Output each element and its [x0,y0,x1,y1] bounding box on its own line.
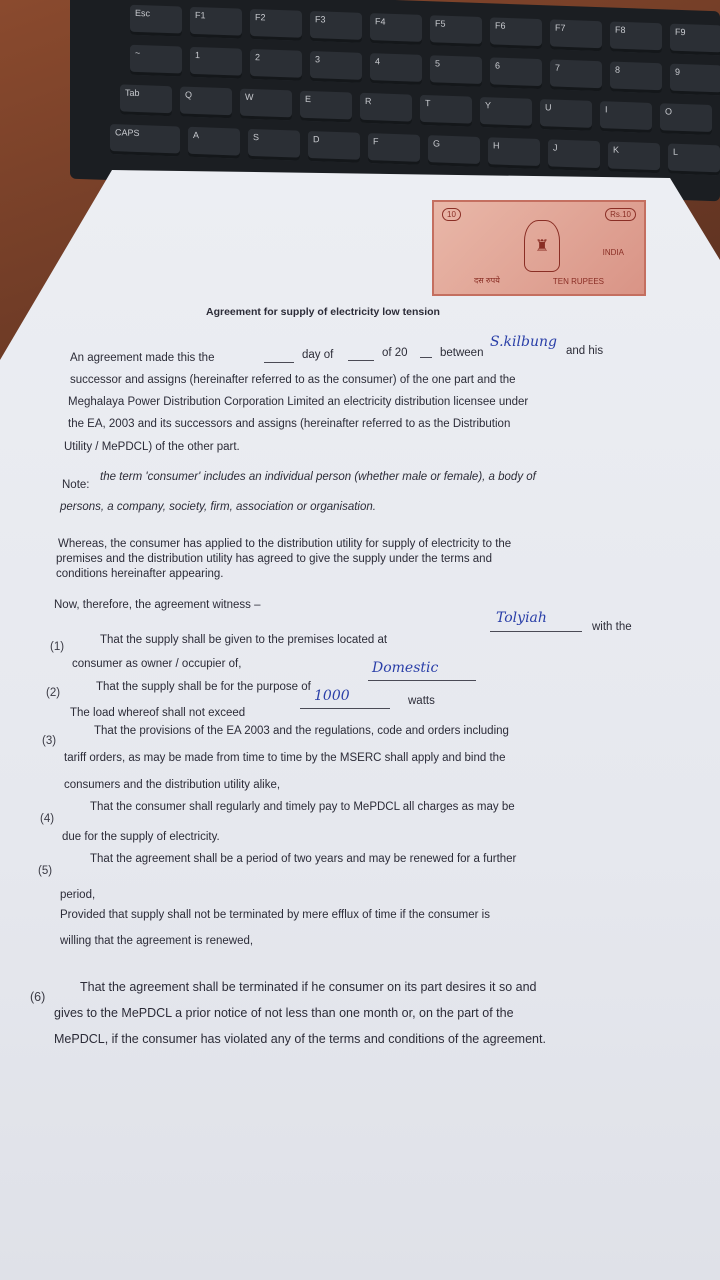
clause-5-line1: That the agreement shall be a period of two years and may be renewed for a further [90,853,517,865]
handwritten-load: 1000 [314,688,350,704]
key: Y [480,97,532,129]
clause-4-line1: That the consumer shall regularly and timely pay to MePDCL all charges as may be [90,801,515,813]
key: F1 [190,7,242,39]
note-line1: the term 'consumer' includes an individual person (whether male or female), a body of [100,471,536,483]
clause-3-line1: That the provisions of the EA 2003 and the regulations, code and orders including [94,725,509,737]
para1-line1a: An agreement made this the [70,352,215,364]
key: 4 [370,53,422,85]
clause-2-line2b: watts [408,695,435,707]
key: O [660,103,712,135]
clause-1-line2: consumer as owner / occupier of, [72,658,242,670]
key: F4 [370,13,422,45]
note-label: Note: [62,479,90,491]
stamp-hindi-text: दस रुपये [474,276,500,285]
stamp-country: INDIA [602,248,624,257]
key: W [240,89,292,121]
blank-purpose [368,680,476,681]
key: U [540,99,592,131]
clause-4-line2: due for the supply of electricity. [62,831,220,843]
clause-2-line2a: The load whereof shall not exceed [70,707,246,719]
para1-line2: successor and assigns (hereinafter referred to as the consumer) of the one part and the [70,374,516,386]
key: H [488,137,540,169]
key: 1 [190,47,242,79]
blank-month [348,360,374,361]
whereas-line2: premises and the distribution utility has agreed to give the supply under the terms and [56,553,492,565]
key: F8 [610,22,662,54]
key: 6 [490,57,542,89]
clause-1-number: (1) [50,641,65,653]
stamp-value-words: TEN RUPEES [552,277,604,286]
para1-line1c: of 20 [382,347,408,359]
para1-line1d: between [440,347,484,359]
key: Q [180,86,232,118]
key: E [300,91,352,123]
clause-4-number: (4) [40,813,55,825]
blank-location [490,631,582,632]
blank-year [420,357,432,358]
clause-1-line1a: That the supply shall be given to the premises located at [100,634,388,646]
key: I [600,101,652,133]
clause-6-line1: That the agreement shall be terminated if he consumer on its part desires it so and [80,980,537,994]
clause-6-line3: MePDCL, if the consumer has violated any of the terms and conditions of the agreement. [54,1032,546,1046]
para1-line1e: and his [566,345,604,357]
clause-1-line1b: with the [592,621,632,633]
handwritten-location: Tolyiah [496,610,547,626]
para1-line5: Utility / MePDCL) of the other part. [64,441,240,453]
key: 7 [550,59,602,91]
key: 8 [610,62,662,94]
key: 5 [430,55,482,87]
key: CAPS [110,124,180,156]
key: R [360,93,412,125]
key: D [308,131,360,163]
page-title: Agreement for supply of electricity low tension [206,306,440,318]
key: 9 [670,64,720,96]
key: 2 [250,49,302,81]
key: G [428,135,480,167]
key: F3 [310,11,362,43]
revenue-stamp [432,200,646,296]
key: Tab [120,84,172,116]
key: F7 [550,19,602,51]
key: T [420,95,472,127]
emblem-icon: ♜ [524,220,560,272]
clause-5-number: (5) [38,865,53,877]
para1-line4: the EA, 2003 and its successors and assigns (hereinafter referred to as the Distribution [68,418,511,430]
clause-3-line2: tariff orders, as may be made from time to time by the MSERC shall apply and bind the [64,752,506,764]
stamp-denomination-left: 10 [442,208,461,221]
clause-2-line1: That the supply shall be for the purpose of [96,681,311,693]
whereas-line1: Whereas, the consumer has applied to the distribution utility for supply of electricity to the [58,538,512,550]
para1-line1b: day of [302,349,334,361]
key: F9 [670,24,720,56]
key: A [188,127,240,159]
clause-5-line3: Provided that supply shall not be terminated by mere efflux of time if the consumer is [60,909,490,921]
key: L [668,144,720,176]
blank-day [264,362,294,363]
blank-load [300,708,390,709]
key: J [548,139,600,171]
key: K [608,141,660,173]
stamp-denomination-right: Rs.10 [605,208,636,221]
handwritten-purpose: Domestic [372,660,439,676]
key: ~ [130,45,182,77]
witness-line: Now, therefore, the agreement witness – [54,599,261,611]
key: S [248,129,300,161]
para1-line3: Meghalaya Power Distribution Corporation Limited an electricity distribution licensee under [68,396,529,408]
clause-5-line2: period, [60,889,96,901]
key: F5 [430,15,482,47]
clause-6-number: (6) [30,990,46,1004]
key: F2 [250,9,302,41]
key: F6 [490,17,542,49]
note-line2: persons, a company, society, firm, association or organisation. [60,501,376,513]
clause-3-line3: consumers and the distribution utility alike, [64,779,281,791]
clause-6-line2: gives to the MePDCL a prior notice of not less than one month or, on the part of the [54,1006,514,1020]
key: F [368,133,420,165]
clause-3-number: (3) [42,735,57,747]
whereas-line3: conditions hereinafter appearing. [56,568,224,580]
key: 3 [310,51,362,83]
clause-5-line4: willing that the agreement is renewed, [60,935,254,947]
key: Esc [130,5,182,37]
handwritten-consumer-name: S.kilbung [490,334,557,350]
clause-2-number: (2) [46,687,61,699]
